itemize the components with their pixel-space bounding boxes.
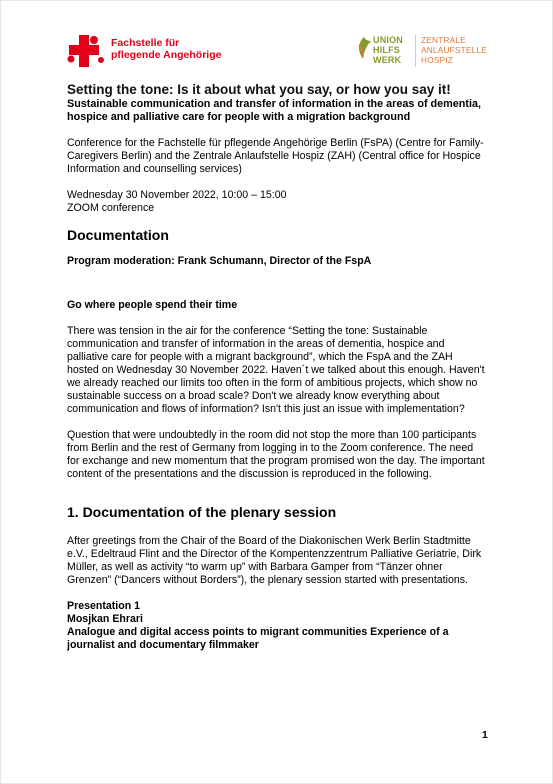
fspa-logo [65,33,225,69]
presentation-title: Analogue and digital access points to migrant communities Experience of a journalist and documentary filmmaker [67,626,449,651]
puzzle-cross-icon [65,33,109,69]
logo-divider [415,35,416,67]
zah-line2: ANLAUFSTELLE [421,45,488,55]
union-line1: UNION [373,35,403,45]
fspa-logo-line1: Fachstelle für [111,37,180,49]
paragraph-2: Question that were undoubtedly in the room did not stop the more than 100 participants from Berlin and the rest of Germany from logging in to the Zoom conference. The need for exchange and new momentum that the program promised won the day. The important content of the presentations and the discussion is reproduced in the following. [67,429,485,480]
presentation-label: Presentation 1 [67,600,141,612]
zah-line1: ZENTRALE [421,35,466,45]
documentation-heading: Documentation [67,227,169,243]
partner-logos [355,33,505,69]
fspa-logo-line2: pflegende Angehörige [111,49,222,61]
document-body [67,81,487,652]
paragraph-3: After greetings from the Chair of the Board of the Diakonischen Werk Berlin Stadtmitte e.V., Edeltraud Flint and the Director of the Kompentenzzentrum Palliative Geriatrie, Dirk Müller, as well as activity “to warm up” with Barbara Gamper from “Tänzer ohner Grenzen” (“Dancers without Borders”), the plenary session started with presentations. [67,535,482,586]
presenter-name: Mosjkan Ehrari [67,613,143,625]
format-line: ZOOM conference [67,202,155,214]
paragraph-1: There was tension in the air for the conference “Setting the tone: Sustainable communication and transfer of information in the areas of dementia, hospice and palliative care for people with a migrant background”, which the FspA and the ZAH hosted on Wednesday 30 November 2022. Haven´t we talked about this enough. Haven't we already reached our limits too often in the form of ambitious projects, which show no sustainable success on a broad scale? Don't we already know everything about communication and flows of information? Isn't this just an issue with implementation? [67,325,485,415]
moderation-line: Program moderation: Frank Schumann, Director of the FspA [67,255,372,267]
document-title: Setting the tone: Is it about what you say, or how you say it! [67,82,451,97]
union-hilfswerk-text [373,35,403,65]
leaf-icon [355,35,373,61]
date-line: Wednesday 30 November 2022, 10:00 – 15:00 [67,189,287,201]
plenary-heading: 1. Documentation of the plenary session [67,504,337,520]
conference-intro: Conference for the Fachstelle für pflegende Angehörige Berlin (FsPA) (Centre for Family-Caregivers Berlin) and the Zentrale Anlaufstelle Hospiz (ZAH) (Central office for Hospice Information and counselling services) [67,137,484,175]
union-line3: WERK [373,55,402,65]
union-line2: HILFS [373,45,400,55]
fspa-logo-text [111,37,221,61]
document-subtitle: Sustainable communication and transfer of information in the areas of dementia, hospice and palliative care for people with a migration background [67,98,481,123]
page-number: 1 [482,729,488,741]
section-heading: Go where people spend their time [67,299,238,311]
zah-logo-text [421,35,487,65]
zah-line3: HOSPIZ [421,55,454,65]
